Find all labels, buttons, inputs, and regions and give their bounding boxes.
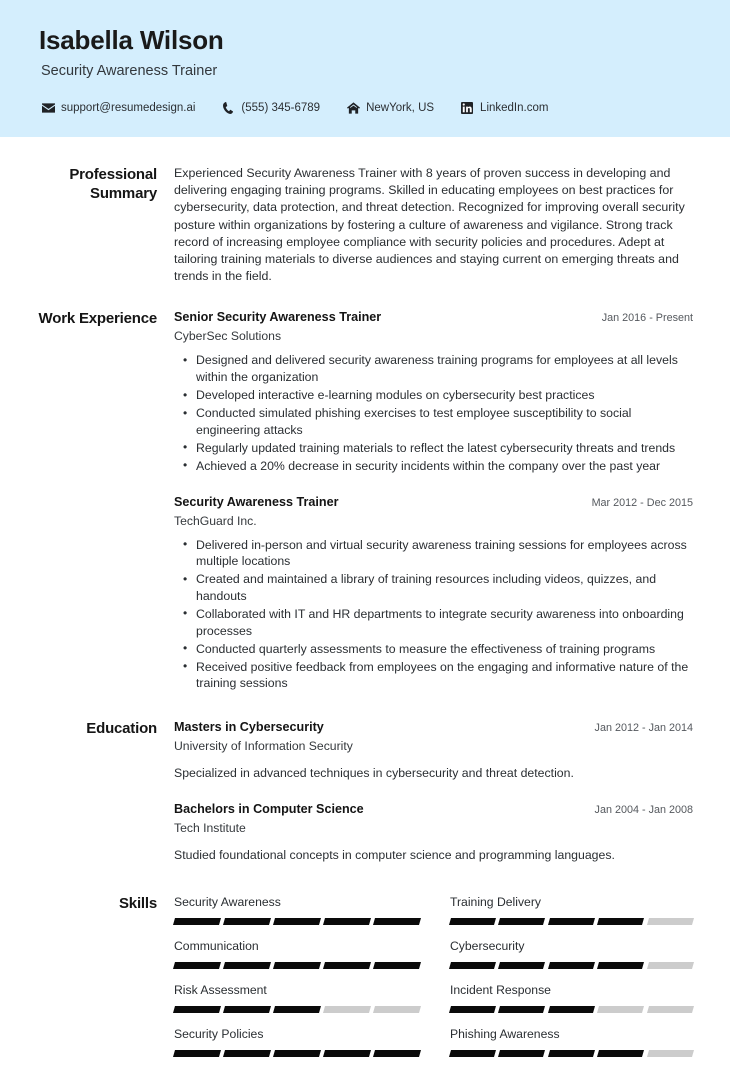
skill-level-bar [174, 1050, 420, 1057]
skill-level-bar [450, 918, 693, 925]
skill-level-segment [597, 962, 644, 969]
skill-item [174, 1026, 420, 1070]
education-entry-header [174, 801, 693, 818]
envelope-icon [41, 101, 55, 114]
skill-level-segment [323, 962, 371, 969]
skill-level-bar [450, 962, 693, 969]
skill-level-bar [450, 1006, 693, 1013]
education-description: Studied foundational concepts in computer science and programming languages. [174, 848, 615, 863]
section-label-education: Education [86, 720, 157, 738]
summary-body [174, 165, 693, 285]
education-entry-header [174, 719, 693, 736]
skill-level-segment [323, 1006, 371, 1013]
contact-item-home[interactable] [346, 101, 434, 114]
skill-name: Security Policies [174, 1027, 264, 1042]
skill-level-segment [323, 918, 371, 925]
contact-item-phone[interactable] [221, 101, 320, 114]
skill-item [450, 982, 693, 1026]
work-entry [174, 309, 693, 474]
candidate-job-title: Security Awareness Trainer [41, 63, 218, 79]
section-work-experience [0, 285, 730, 693]
skill-level-segment [548, 918, 595, 925]
work-company-name: CyberSec Solutions [174, 329, 282, 344]
work-bullet-item: • Collaborated with IT and HR departments to integrate security awareness into onboarding processes [196, 606, 693, 639]
section-professional-summary [0, 137, 730, 285]
education-date-range: Jan 2004 - Jan 2008 [594, 804, 693, 817]
work-bullet-item: • Achieved a 20% decrease in security incidents within the company over the past year [196, 458, 693, 475]
skill-level-segment [647, 1050, 694, 1057]
phone-icon [221, 101, 235, 114]
skills-grid [174, 894, 693, 1070]
education-school: Tech Institute [174, 821, 246, 836]
skill-level-segment [498, 1050, 545, 1057]
skill-level-segment [273, 962, 321, 969]
skill-level-segment [373, 962, 421, 969]
contact-item-linkedin[interactable] [460, 101, 548, 114]
section-skills [0, 864, 730, 1070]
contact-value: LinkedIn.com [480, 101, 549, 114]
education-description: Specialized in advanced techniques in cybersecurity and threat detection. [174, 766, 574, 781]
skill-level-segment [548, 962, 595, 969]
contact-item-envelope[interactable] [41, 101, 195, 114]
work-bullet-item: • Received positive feedback from employees on the engaging and informative nature of the training sessions [196, 659, 693, 692]
skill-name: Incident Response [450, 983, 551, 998]
skill-item [174, 938, 420, 982]
skill-name: Phishing Awareness [450, 1027, 560, 1042]
section-education [0, 693, 730, 864]
skill-level-segment [323, 1050, 371, 1057]
resume-body [0, 137, 730, 1070]
work-entry-header [174, 309, 693, 326]
work-role-title: Security Awareness Trainer [174, 494, 339, 509]
skill-level-bar [174, 962, 420, 969]
contact-value: support@resumedesign.ai [61, 101, 196, 114]
work-entry [174, 494, 693, 692]
skill-name: Security Awareness [174, 895, 281, 910]
skill-item [450, 894, 693, 938]
skill-name: Cybersecurity [450, 939, 525, 954]
skill-level-segment [273, 1050, 321, 1057]
skill-item [450, 938, 693, 982]
skill-name: Communication [174, 939, 259, 954]
work-bullet-item: • Conducted quarterly assessments to measure the effectiveness of training programs [196, 641, 693, 658]
skill-level-segment [597, 1050, 644, 1057]
skill-level-segment [223, 1006, 271, 1013]
work-bullet-item: • Conducted simulated phishing exercises to test employee susceptibility to social engineering attacks [196, 405, 693, 438]
skill-level-segment [173, 1006, 221, 1013]
skills-body [174, 894, 693, 1070]
skill-level-segment [449, 1050, 496, 1057]
skill-level-segment [548, 1006, 595, 1013]
education-school: University of Information Security [174, 739, 353, 754]
section-label-skills: Skills [119, 895, 157, 913]
skill-level-segment [373, 1006, 421, 1013]
section-label-work: Work Experience [38, 310, 157, 328]
education-degree: Masters in Cybersecurity [174, 720, 324, 735]
skill-level-bar [174, 918, 420, 925]
work-bullet-item: • Regularly updated training materials to reflect the latest cybersecurity threats and trends [196, 440, 693, 457]
skill-level-segment [223, 918, 271, 925]
skill-item [174, 982, 420, 1026]
education-entry [174, 719, 693, 782]
skill-level-segment [548, 1050, 595, 1057]
skill-level-segment [449, 918, 496, 925]
skill-level-segment [647, 918, 694, 925]
work-entries [174, 309, 693, 693]
work-role-title: Senior Security Awareness Trainer [174, 310, 382, 325]
resume-header [0, 0, 730, 137]
skill-level-segment [173, 1050, 221, 1057]
contact-value: (555) 345-6789 [241, 101, 321, 114]
work-date-range: Mar 2012 - Dec 2015 [591, 496, 693, 509]
section-label-summary: Professional Summary [69, 166, 157, 202]
skill-level-segment [449, 1006, 496, 1013]
skill-level-segment [173, 962, 221, 969]
skill-level-segment [647, 1006, 694, 1013]
skill-name: Training Delivery [450, 895, 541, 910]
work-bullet-item: • Delivered in-person and virtual security awareness training sessions for employees across multiple locations [196, 537, 693, 570]
education-degree: Bachelors in Computer Science [174, 802, 364, 817]
skill-level-segment [273, 1006, 321, 1013]
work-bullet-item: • Designed and delivered security awareness training programs for employees at all levels within the organization [196, 352, 693, 385]
skill-level-segment [373, 918, 421, 925]
skill-level-segment [498, 1006, 545, 1013]
work-bullet-item: • Created and maintained a library of training resources including videos, quizzes, and handouts [196, 571, 693, 604]
home-icon [346, 101, 360, 114]
skill-level-segment [373, 1050, 421, 1057]
work-entry-header [174, 494, 693, 511]
linkedin-icon [460, 101, 474, 114]
skill-level-segment [498, 918, 545, 925]
contact-value: NewYork, US [366, 101, 435, 114]
work-bullet-list [174, 537, 693, 692]
skill-level-segment [647, 962, 694, 969]
skill-name: Risk Assessment [174, 983, 267, 998]
work-date-range: Jan 2016 - Present [601, 312, 693, 325]
education-entry [174, 801, 693, 864]
skill-level-bar [450, 1050, 693, 1057]
skill-item [450, 1026, 693, 1070]
education-date-range: Jan 2012 - Jan 2014 [594, 722, 693, 735]
skill-level-segment [223, 1050, 271, 1057]
skill-level-segment [223, 962, 271, 969]
skill-level-segment [597, 918, 644, 925]
skill-level-segment [449, 962, 496, 969]
work-bullet-item: • Developed interactive e-learning modules on cybersecurity best practices [196, 387, 693, 404]
skill-level-segment [273, 918, 321, 925]
candidate-name: Isabella Wilson [39, 25, 224, 55]
skill-level-bar [174, 1006, 420, 1013]
skill-level-segment [173, 918, 221, 925]
education-entries [174, 719, 693, 864]
contact-row [41, 101, 696, 114]
skill-item [174, 894, 420, 938]
summary-text: Experienced Security Awareness Trainer with 8 years of proven success in developing and delivering engaging training programs. Skilled in educating employees on best practices for cybersecurity, data protection, and threat detection. Recognized for improving overall security posture within organizations by fostering a culture of awareness and vigilance. Strong track record of increasing employee compliance with security policies and procedures. Adept at tailoring training materials to diverse audiences and staying current on emerging threats and trends in the field. [174, 166, 685, 284]
skill-level-segment [498, 962, 545, 969]
work-company-name: TechGuard Inc. [174, 513, 257, 528]
skill-level-segment [597, 1006, 644, 1013]
work-bullet-list [174, 352, 693, 474]
